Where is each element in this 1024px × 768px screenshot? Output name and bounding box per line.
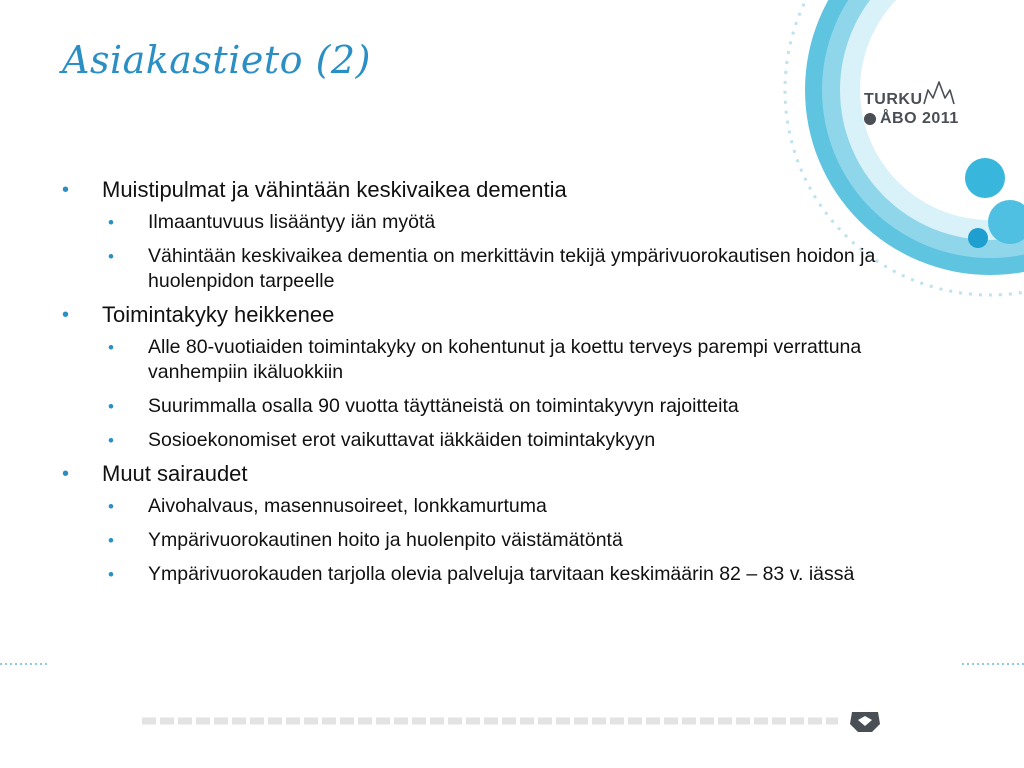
sub-bullet-list — [102, 335, 961, 453]
bullet-icon: • — [62, 463, 70, 485]
sub-bullet-text: Ympärivuorokauden tarjolla olevia palveluja tarvitaan keskimäärin 82 – 83 v. iässä — [148, 563, 855, 585]
bullet-icon: • — [62, 304, 70, 326]
sub-bullet-text: Vähintään keskivaikea dementia on merkittävin tekijä ympärivuorokautisen hoidon ja huolenpidon tarpeelle — [148, 245, 876, 292]
sub-bullet-text: Aivohalvaus, masennusoireet, lonkkamurtuma — [148, 495, 547, 517]
sub-bullet-list — [102, 210, 961, 294]
crown-icon — [922, 80, 956, 106]
bullet-icon: • — [108, 397, 114, 416]
logo-line-1: TURKU — [864, 91, 923, 108]
bullet-item — [56, 176, 961, 294]
sub-bullet-text: Alle 80-vuotiaiden toimintakyky on kohentunut ja koettu terveys parempi verrattuna vanhempiin ikäluokkiin — [148, 336, 862, 383]
sub-bullet-item — [102, 210, 961, 235]
bullet-icon: • — [108, 247, 114, 266]
bullet-item — [56, 301, 961, 453]
logo-dot-icon — [864, 113, 876, 125]
sub-bullet-text: Suurimmalla osalla 90 vuotta täyttäneistä on toimintakyvyn rajoitteita — [148, 395, 739, 417]
bullet-icon: • — [108, 565, 114, 584]
logo-line-2: ÅBO 2011 — [880, 110, 959, 127]
sub-bullet-list — [102, 494, 961, 587]
bullet-icon: • — [108, 213, 114, 232]
sub-bullet-item — [102, 528, 961, 553]
bullet-item — [56, 460, 961, 587]
sub-bullet-item — [102, 394, 961, 419]
bullet-text: Muistipulmat ja vähintään keskivaikea dementia — [102, 177, 567, 202]
turku-abo-2011-logo — [864, 90, 964, 130]
sub-bullet-text: Ilmaantuvuus lisääntyy iän myötä — [148, 211, 436, 233]
sub-bullet-item — [102, 428, 961, 453]
slide-title: Asiakastieto (2) — [62, 38, 371, 82]
sub-bullet-item — [102, 494, 961, 519]
sub-bullet-text: Sosioekonomiset erot vaikuttavat iäkkäiden toimintakykyyn — [148, 429, 656, 451]
sub-bullet-item — [102, 335, 961, 385]
bullet-icon: • — [108, 531, 114, 550]
bullet-icon: • — [108, 497, 114, 516]
sub-bullet-text: Ympärivuorokautinen hoito ja huolenpito väistämätöntä — [148, 529, 623, 551]
bullet-list — [56, 170, 961, 587]
bullet-icon: • — [108, 431, 114, 450]
bullet-text: Toimintakyky heikkenee — [102, 302, 335, 327]
logo-line-2-wrap — [864, 109, 964, 128]
sub-bullet-item — [102, 562, 961, 587]
bullet-icon: • — [62, 179, 70, 201]
bullet-text: Muut sairaudet — [102, 461, 248, 486]
sub-bullet-item — [102, 244, 961, 294]
bullet-icon: • — [108, 338, 114, 357]
